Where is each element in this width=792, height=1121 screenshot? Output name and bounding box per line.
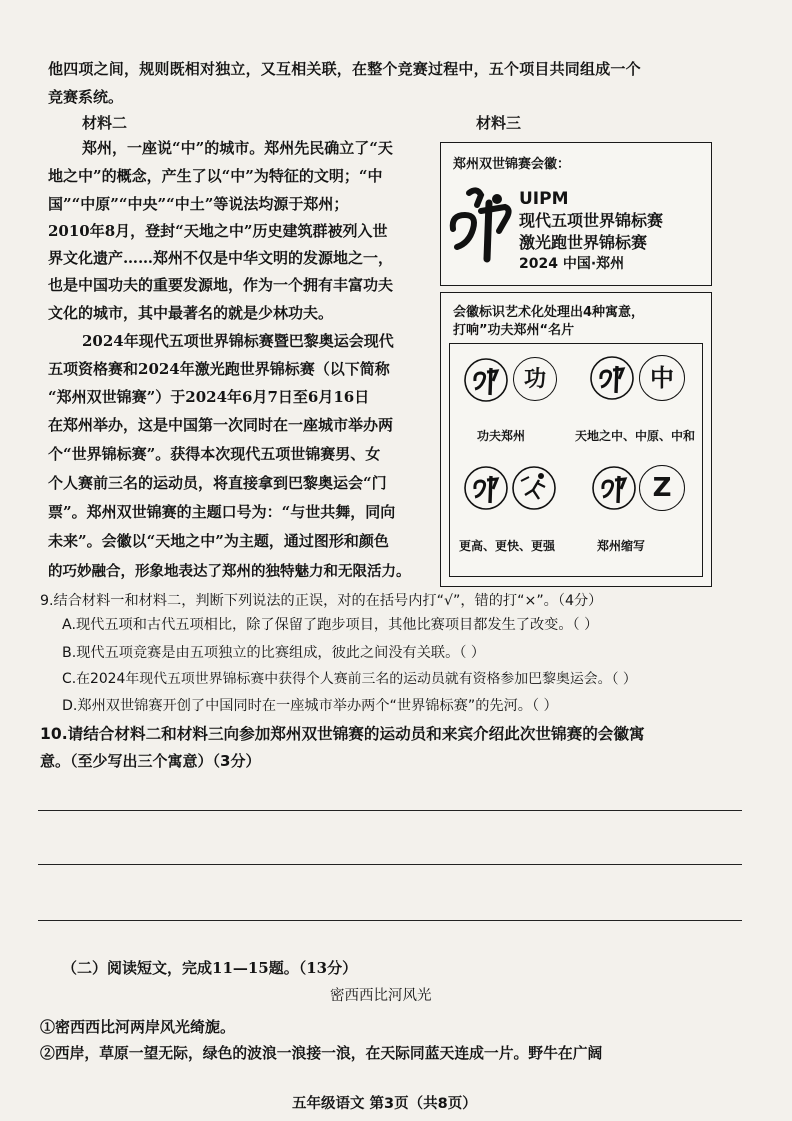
- zhengzhou-emblem-icon: [591, 465, 637, 511]
- m2-line: 在郑州举办，这是中国第一次同时在一座城市举办两: [48, 416, 394, 434]
- passage-paragraph-1: ①密西西比河两岸风光绮旎。: [40, 1018, 236, 1036]
- m2-line: 个人赛前三名的运动员，将直接拿到巴黎奥运会“门: [48, 474, 387, 492]
- z-circle: [639, 465, 685, 511]
- intro-line-1: 他四项之间，规则既相对独立，又互相关联，在整个竞赛过程中，五个项目共同组成一个: [48, 60, 641, 78]
- q10-line-2: 意。（至少写出三个寓意）（3分）: [40, 752, 261, 770]
- meaning-caption: 功夫郑州: [477, 429, 526, 443]
- gong-circle: [513, 357, 557, 401]
- zhong-glyph: 中: [650, 363, 674, 392]
- intro-line-2: 竞赛系统。: [48, 88, 124, 106]
- z-glyph: Z: [652, 473, 672, 503]
- meaning-caption: 更高、更快、更强: [459, 539, 556, 553]
- material2-heading: 材料二: [82, 114, 128, 132]
- m2-line: 票”。郑州双世锦赛的主题口号为：“与世共舞，同向: [48, 503, 396, 521]
- faster-emblem-icon: [463, 465, 509, 511]
- q9-option-d: D.郑州双世锦赛开创了中国同时在一座城市举办两个“世界锦标赛”的先河。（ ）: [62, 698, 558, 714]
- center-emblem-icon: [589, 355, 635, 401]
- q9-option-a: A.现代五项和古代五项相比，除了保留了跑步项目，其他比赛项目都发生了改变。（ ）: [62, 617, 599, 633]
- answer-line-3[interactable]: [38, 920, 742, 921]
- section2-heading: （二）阅读短文，完成11—15题。（13分）: [62, 959, 358, 977]
- m2-line: 文化的城市，其中最著名的就是少林功夫。: [48, 304, 334, 322]
- m2-line: 2010年8月，登封“天地之中”历史建筑群被列入世: [48, 222, 388, 240]
- m2-line: 界文化遗产……郑州不仅是中华文明的发源地之一，: [48, 249, 394, 267]
- m2-line: “郑州双世锦赛”）于2024年6月7日至6月16日: [48, 388, 370, 406]
- emblem-logo-icon: [447, 185, 517, 265]
- meaning-caption: 天地之中、中原、中和: [575, 429, 696, 443]
- m2-line: 也是中国功夫的重要发源地，作为一个拥有丰富功夫: [48, 276, 394, 294]
- passage-paragraph-2: ②西岸，草原一望无际，绿色的波浪一浪接一浪，在天际同蓝天连成一片。野牛在广阔: [40, 1045, 603, 1062]
- emblem-org: UIPM: [519, 189, 569, 209]
- meanings-box: [440, 292, 712, 587]
- m2-line: 国”“中原”“中央”“中土”等说法均源于郑州；: [48, 195, 349, 213]
- meanings-title-1: 会徽标识艺术化处理出4种寓意，: [453, 305, 645, 320]
- answer-line-2[interactable]: [38, 864, 742, 865]
- gong-glyph: 功: [523, 366, 546, 392]
- kungfu-emblem-icon: [463, 357, 509, 403]
- q10-line-1: 10.请结合材料二和材料三向参加郑州双世锦赛的运动员和来宾介绍此次世锦赛的会徽寓: [40, 725, 645, 743]
- emblem-line-1: 现代五项世界锦标赛: [519, 211, 664, 230]
- emblem-box: [440, 142, 712, 286]
- m2-line: 地之中”的概念，产生了以“中”为特征的文明；“中: [48, 167, 383, 185]
- material3-heading: 材料三: [476, 114, 522, 132]
- emblem-line-3: 2024 中国·郑州: [519, 256, 625, 272]
- emblem-line-2: 激光跑世界锦标赛: [519, 233, 648, 252]
- m2-line: 五项资格赛和2024年激光跑世界锦标赛（以下简称: [48, 360, 390, 378]
- m2-line: 郑州，一座说“中”的城市。郑州先民确立了“天: [82, 139, 393, 157]
- page-footer: 五年级语文 第3页（共8页）: [292, 1096, 477, 1112]
- emblem-box-title: 郑州双世锦赛会徽：: [453, 157, 571, 172]
- m2-line: 个“世界锦标赛”。获得本次现代五项世锦赛男、女: [48, 445, 381, 463]
- q9-option-c: C.在2024年现代五项世界锦标赛中获得个人赛前三名的运动员就有资格参加巴黎奥运会。（ ）: [62, 671, 637, 687]
- m2-line: 2024年现代五项世界锦标赛暨巴黎奥运会现代: [82, 332, 394, 350]
- q9-stem: 9.结合材料一和材料二，判断下列说法的正误，对的在括号内打“√”，错的打“×”。（4分）: [40, 593, 603, 609]
- meanings-title-2: 打响”功夫郑州“名片: [453, 323, 575, 338]
- passage-title: 密西西比河风光: [330, 988, 432, 1004]
- m2-line: 未来”。会徽以“天地之中”为主题，通过图形和颜色: [48, 532, 389, 550]
- answer-line-1[interactable]: [38, 810, 742, 811]
- meaning-caption: 郑州缩写: [597, 539, 646, 553]
- m2-line: 的巧妙融合，形象地表达了郑州的独特魅力和无限活力。: [48, 563, 411, 580]
- runner-icon: [511, 465, 557, 511]
- zhong-circle: [639, 355, 685, 401]
- q9-option-b: B.现代五项竞赛是由五项独立的比赛组成，彼此之间没有关联。（ ）: [62, 645, 486, 661]
